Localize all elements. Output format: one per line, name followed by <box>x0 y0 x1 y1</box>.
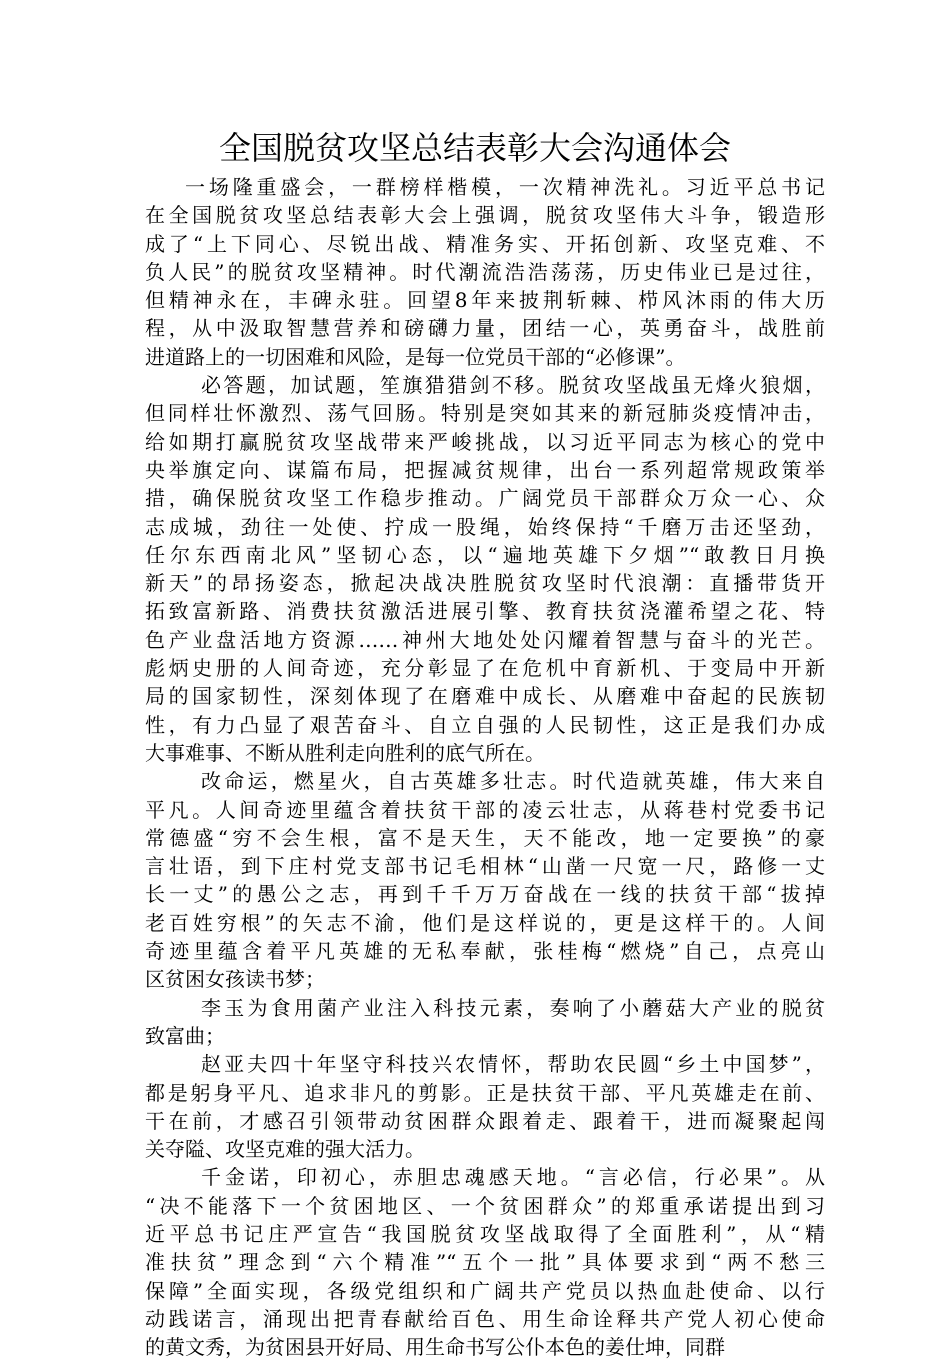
paragraph-line: 近平总书记庄严宣告“我国脱贫攻坚战取得了全面胜利”，从“精 <box>145 1221 825 1246</box>
paragraph-line: 负人民”的脱贫攻坚精神。时代潮流浩浩荡荡，历史伟业已是过往， <box>145 259 825 284</box>
paragraph-line: 区贫困女孩读书梦； <box>145 967 325 992</box>
document-title: 全国脱贫攻坚总结表彰大会沟通体会 <box>218 129 731 167</box>
paragraph-line: 拓致富新路、消费扶贫激活进展引擎、教育扶贫浇灌希望之花、特 <box>145 599 825 624</box>
paragraph-line: 措，确保脱贫攻坚工作稳步推动。广阔党员干部群众万众一心、众 <box>145 486 825 511</box>
paragraph-line: 千金诺，印初心，赤胆忠魂感天地。“言必信，行必果”。从 <box>201 1165 825 1190</box>
paragraph-line: 准扶贫”理念到“六个精准”“五个一批”具体要求到“两不愁三 <box>145 1250 825 1275</box>
document-body <box>145 173 825 1361</box>
paragraph <box>145 1050 825 1163</box>
paragraph-line: 但同样壮怀激烈、荡气回肠。特别是突如其来的新冠肺炎疫情冲击， <box>145 401 825 426</box>
paragraph-line: 干在前，才感召引领带动贫困群众跟着走、跟着干，进而凝聚起闯 <box>145 1108 825 1133</box>
paragraph-line: 改命运，燃星火，自古英雄多壮志。时代造就英雄，伟大来自 <box>201 769 825 794</box>
paragraph-line: 但精神永在，丰碑永驻。回望8年来披荆斩棘、栉风沐雨的伟大历 <box>145 288 825 313</box>
paragraph-line: 致富曲； <box>145 1023 225 1048</box>
paragraph-line: 在全国脱贫攻坚总结表彰大会上强调，脱贫攻坚伟大斗争，锻造形 <box>145 203 825 228</box>
paragraph-line: 言壮语，到下庄村党支部书记毛相林“山凿一尺宽一尺，路修一丈 <box>145 854 825 879</box>
paragraph-line: 老百姓穷根”的矢志不渝，他们是这样说的，更是这样干的。人间 <box>145 910 825 935</box>
paragraph <box>145 767 825 993</box>
paragraph-line: 奇迹里蕴含着平凡英雄的无私奉献，张桂梅“燃烧”自己，点亮山 <box>145 939 825 964</box>
paragraph <box>145 994 825 1051</box>
paragraph-line: 彪炳史册的人间奇迹，充分彰显了在危机中育新机、于变局中开新 <box>145 656 825 681</box>
paragraph-line: 色产业盘活地方资源……神州大地处处闪耀着智慧与奋斗的光芒。 <box>145 627 825 652</box>
paragraph-line: 任尔东西南北风”坚韧心态，以“遍地英雄下夕烟”“敢教日月换 <box>145 542 825 567</box>
paragraph-line: 平凡。人间奇迹里蕴含着扶贫干部的凌云壮志，从蒋巷村党委书记 <box>145 797 825 822</box>
paragraph-line: 央举旗定向、谋篇布局，把握减贫规律，出台一系列超常规政策举 <box>145 457 825 482</box>
paragraph-line: 程，从中汲取智慧营养和磅礴力量，团结一心，英勇奋斗，战胜前 <box>145 316 825 341</box>
paragraph-line: 赵亚夫四十年坚守科技兴农情怀，帮助农民圆“乡土中国梦”， <box>201 1052 825 1077</box>
paragraph-line: 志成城，劲往一处使、拧成一股绳，始终保持“千磨万击还坚劲， <box>145 514 825 539</box>
paragraph-line: “决不能落下一个贫困地区、一个贫困群众”的郑重承诺提出到习 <box>145 1193 825 1218</box>
paragraph-line: 动践诺言，涌现出把青春献给百色、用生命诠释共产党人初心使命 <box>145 1306 825 1331</box>
paragraph-line: 长一丈”的愚公之志，再到千千万万奋战在一线的扶贫干部“拔掉 <box>145 882 825 907</box>
paragraph-line: 成了“上下同心、尽锐出战、精准务实、开拓创新、攻坚克难、不 <box>145 231 825 256</box>
paragraph <box>145 371 825 767</box>
paragraph-line: 给如期打赢脱贫攻坚战带来严峻挑战，以习近平同志为核心的党中 <box>145 429 825 454</box>
paragraph-line: 常德盛“穷不会生根，富不是天生，天不能改，地一定要换”的豪 <box>145 825 825 850</box>
paragraph-line: 大事难事、不断从胜利走向胜利的底气所在。 <box>145 740 545 765</box>
paragraph-line: 的黄文秀，为贫困县开好局、用生命书写公仆本色的姜仕坤，同群 <box>145 1335 725 1360</box>
paragraph-line: 进道路上的一切困难和风险，是每一位党员干部的“必修课”。 <box>145 344 686 369</box>
paragraph-line: 局的国家韧性，深刻体现了在磨难中成长、从磨难中奋起的民族韧 <box>145 684 825 709</box>
paragraph-line: 关夺隘、攻坚克难的强大活力。 <box>145 1137 425 1162</box>
paragraph-line: 保障”全面实现，各级党组织和广阔共产党员以热血赴使命、以行 <box>145 1278 825 1303</box>
paragraph-line: 性，有力凸显了艰苦奋斗、自立自强的人民韧性，这正是我们办成 <box>145 712 825 737</box>
paragraph-line: 新天”的昂扬姿态，掀起决战决胜脱贫攻坚时代浪潮：直播带货开 <box>145 571 825 596</box>
paragraph <box>145 173 825 371</box>
paragraph <box>145 1163 825 1361</box>
paragraph-line: 必答题，加试题，笙旗猎猎剑不移。脱贫攻坚战虽无烽火狼烟， <box>201 373 825 398</box>
paragraph-line: 李玉为食用菌产业注入科技元素，奏响了小蘑菇大产业的脱贫 <box>201 995 825 1020</box>
paragraph-line: 都是躬身平凡、追求非凡的剪影。正是扶贫干部、平凡英雄走在前、 <box>145 1080 825 1105</box>
paragraph-line: 一场隆重盛会，一群榜样楷模，一次精神洗礼。习近平总书记 <box>185 175 825 199</box>
